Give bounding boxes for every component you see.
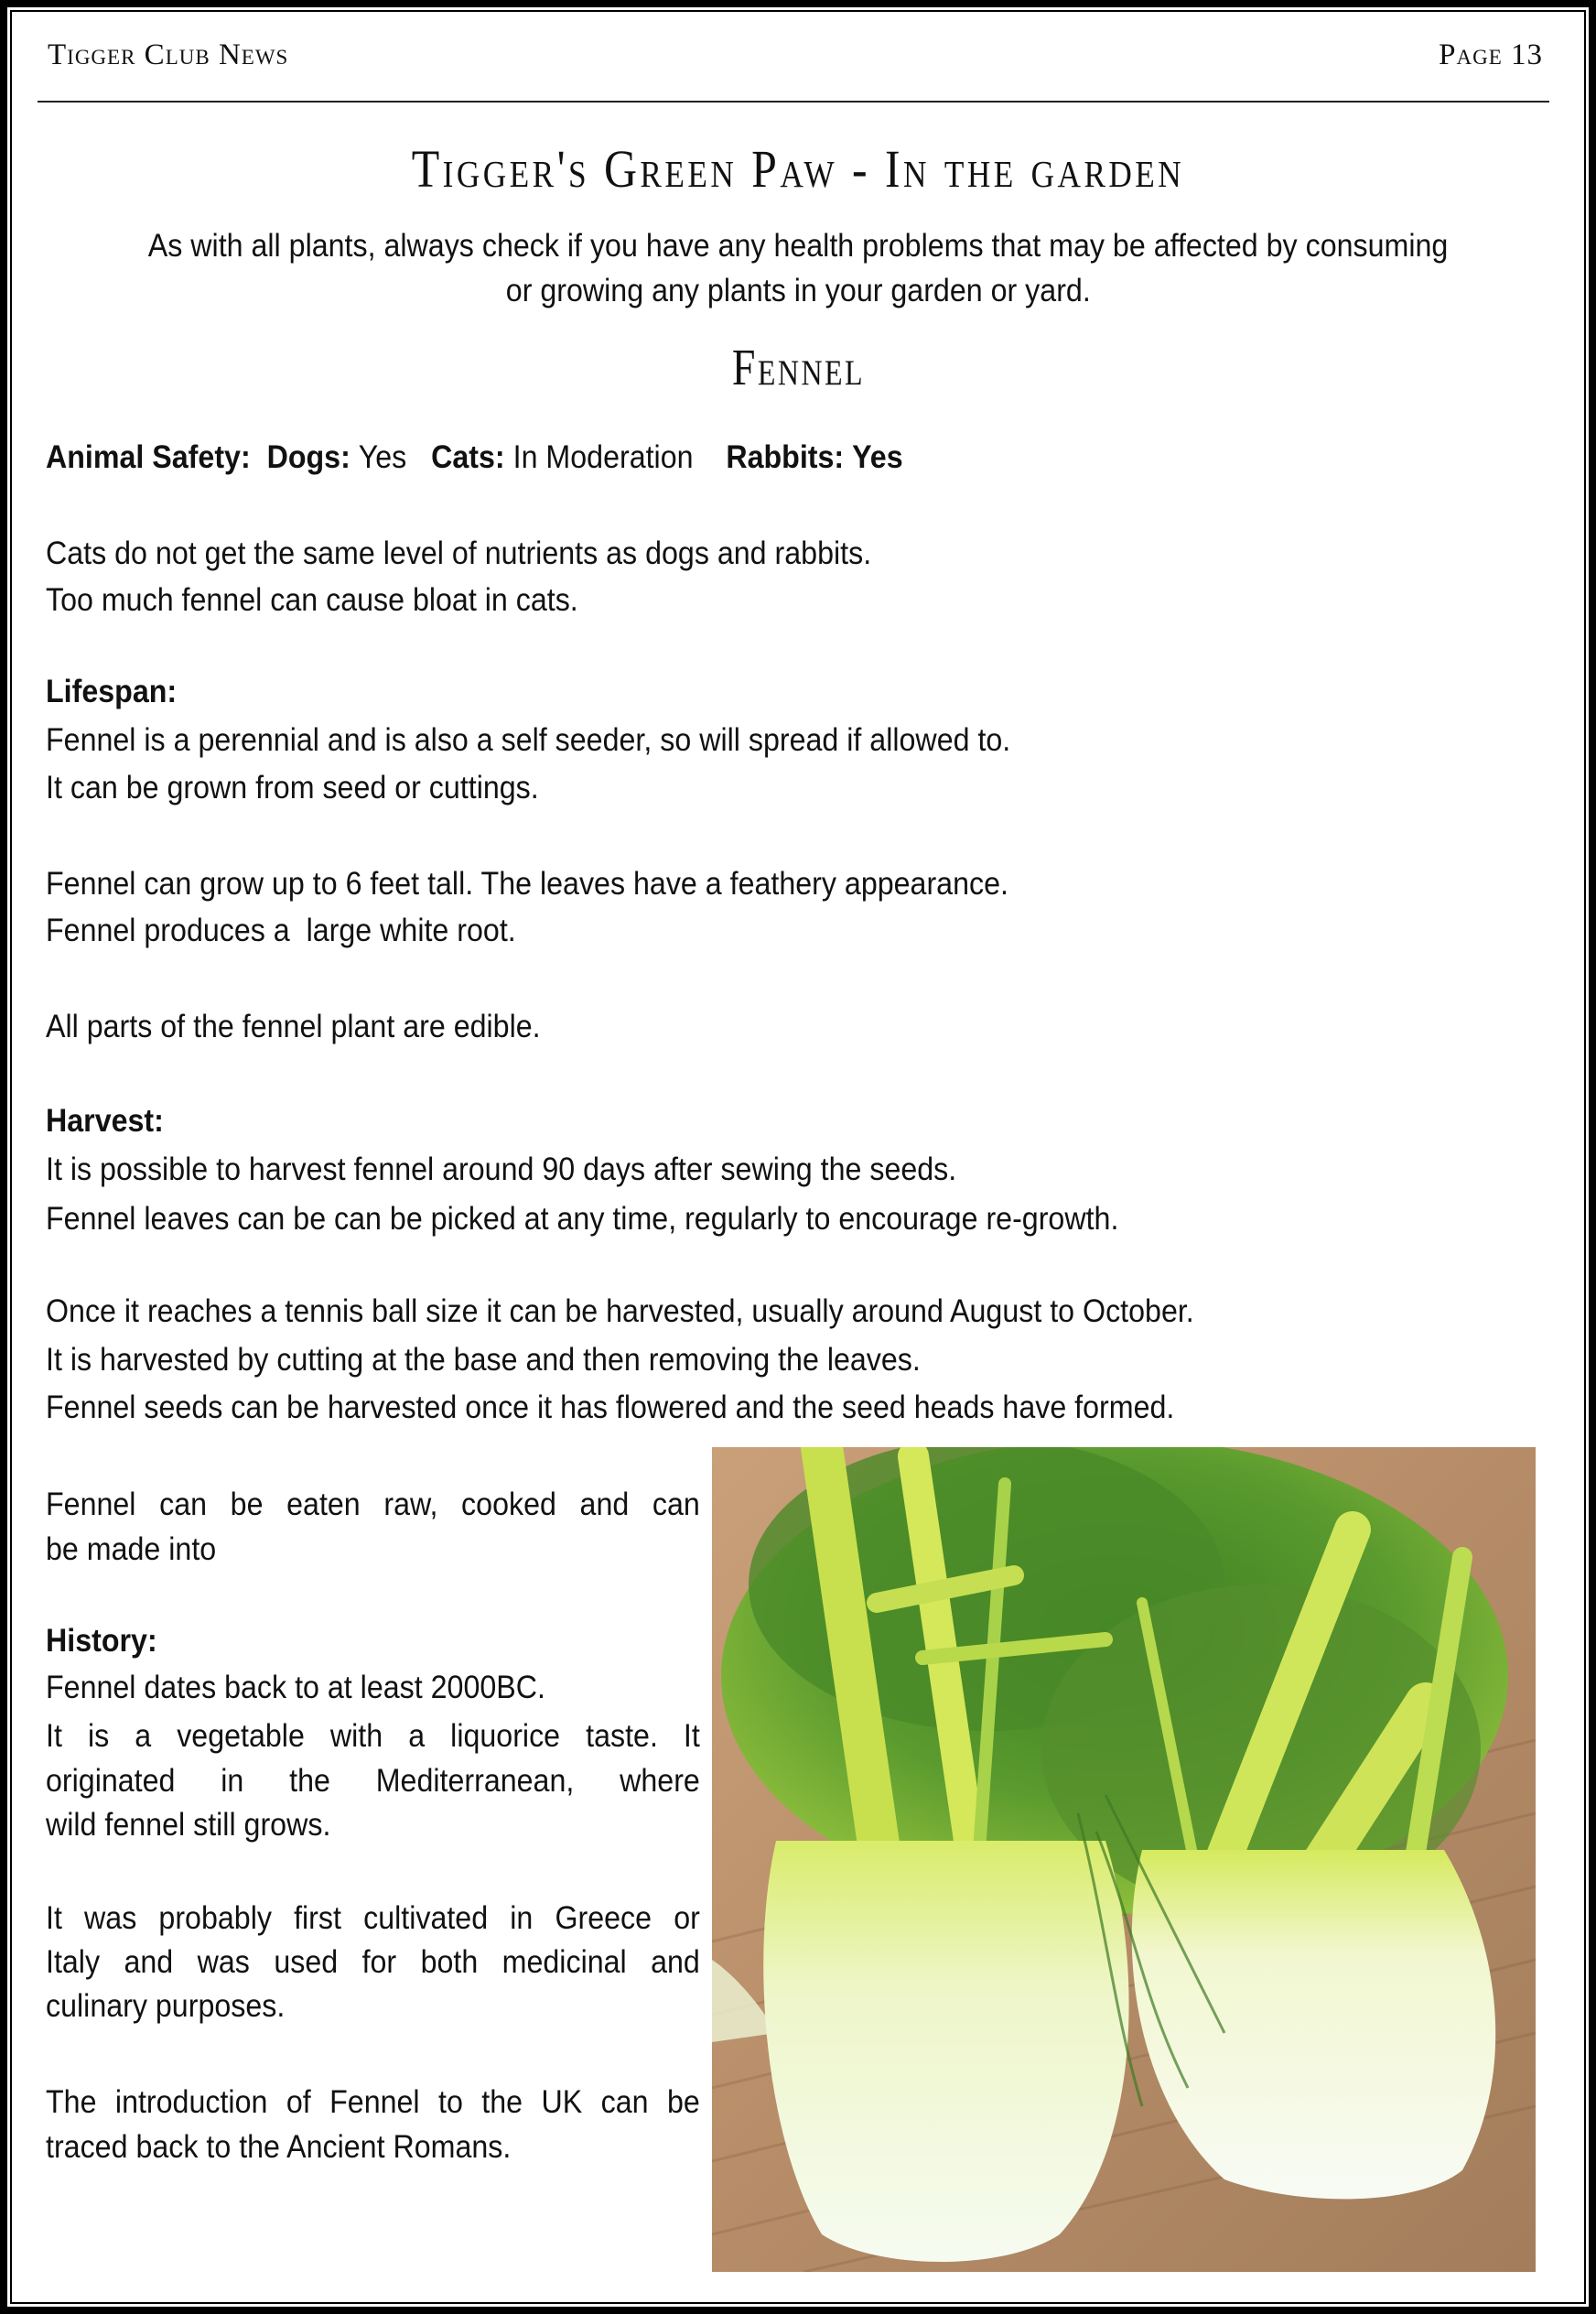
cats-note-line: Cats do not get the same level of nutrients as dogs and rabbits.: [46, 535, 872, 571]
plant-name-text: Fennel: [731, 340, 865, 396]
history-line: wild fennel still grows.: [46, 1807, 331, 1843]
history-line: It was probably first cultivated in Greece or: [46, 1900, 700, 1936]
history-heading: [46, 1618, 157, 1664]
history-line: Fennel dates back to at least 2000BC.: [46, 1670, 545, 1705]
rabbits-value: Yes: [852, 439, 903, 475]
history-line: The introduction of Fennel to the UK can be: [46, 2084, 700, 2120]
growth-line: Fennel can grow up to 6 feet tall. The leaves have a feathery appearance.: [46, 866, 1008, 902]
cats-value: In Moderation: [512, 439, 694, 475]
harvest-line: Once it reaches a tennis ball size it can be harvested, usually around August to October.: [46, 1293, 1194, 1329]
harvest-heading: [46, 1098, 164, 1144]
cats-label: Cats:: [431, 439, 505, 475]
history-heading-text: History:: [46, 1623, 157, 1659]
dogs-label: Dogs:: [266, 439, 350, 475]
intro-text: As with all plants, always check if you have any health problems that may be affected by consuming: [147, 228, 1449, 264]
lifespan-line: Fennel is a perennial and is also a self seeder, so will spread if allowed to.: [46, 722, 1011, 758]
intro-line: [0, 223, 1596, 269]
harvest-line: Fennel leaves can be can be picked at any time, regularly to encourage re-growth.: [46, 1201, 1119, 1237]
animal-safety-label: Animal Safety:: [46, 439, 251, 475]
history-line: originated in the Mediterranean, where: [46, 1763, 700, 1799]
harvest-heading-text: Harvest:: [46, 1103, 164, 1139]
header-divider: [38, 101, 1549, 103]
uses-line: be made into: [46, 1531, 217, 1567]
animal-safety-line: [46, 435, 903, 481]
fennel-bulb-left: [763, 1841, 1128, 2262]
harvest-line: Fennel seeds can be harvested once it has flowered and the seed heads have formed.: [46, 1389, 1175, 1425]
intro-line: [0, 268, 1596, 314]
cats-note-line: Too much fennel can cause bloat in cats.: [46, 582, 578, 618]
article-title-text: Tigger's Green Paw - In the garden: [411, 139, 1185, 199]
edible-line: All parts of the fennel plant are edible.: [46, 1009, 541, 1044]
intro-text: or growing any plants in your garden or yard.: [505, 273, 1091, 308]
lifespan-heading-text: Lifespan:: [46, 674, 178, 709]
rabbits-label: Rabbits:: [726, 439, 845, 475]
uses-line: Fennel can be eaten raw, cooked and can: [46, 1487, 700, 1522]
history-line: It is a vegetable with a liquorice taste. It: [46, 1718, 700, 1754]
fennel-photo-illustration: [712, 1447, 1536, 2272]
lifespan-heading: [46, 669, 177, 715]
harvest-line: It is harvested by cutting at the base and then removing the leaves.: [46, 1342, 921, 1378]
publication-name: Tigger Club News: [48, 38, 289, 71]
growth-line: Fennel produces a large white root.: [46, 913, 516, 948]
article-title: [0, 137, 1596, 201]
plant-name-heading: [0, 341, 1596, 395]
lifespan-line: It can be grown from seed or cuttings.: [46, 770, 539, 806]
dogs-value: Yes: [358, 439, 407, 475]
harvest-line: It is possible to harvest fennel around 90 days after sewing the seeds.: [46, 1152, 957, 1187]
fennel-photo: [712, 1447, 1536, 2272]
history-line: Italy and was used for both medicinal and: [46, 1944, 700, 1980]
page-number: Page 13: [1439, 38, 1543, 71]
history-line: traced back to the Ancient Romans.: [46, 2129, 512, 2165]
history-line: culinary purposes.: [46, 1988, 286, 2024]
